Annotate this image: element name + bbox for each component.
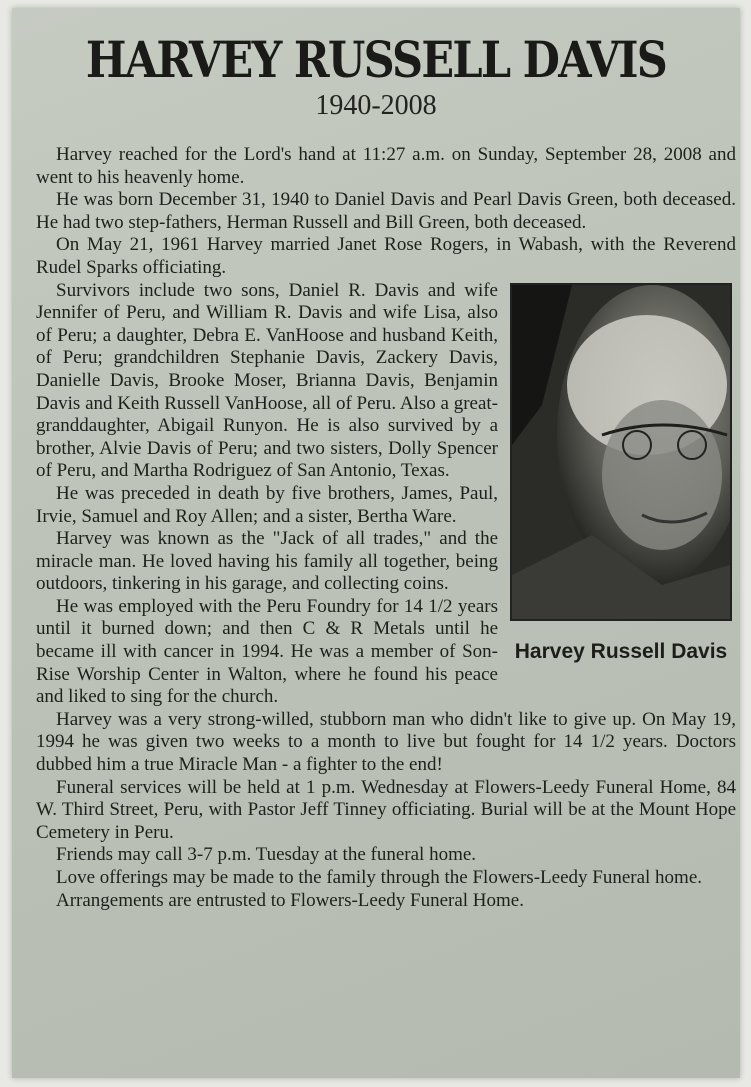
paragraph: Harvey was a very strong-willed, stubborn man who didn't like to give up. On May 19, 1994 he was given two weeks to a month to live but fought for 14 1/2 years. Doctors dubbed him a true Miracle Man - a fighter to the end! (36, 708, 736, 776)
obituary-body (36, 144, 736, 912)
portrait-photo (510, 283, 732, 621)
photo-block (510, 283, 732, 695)
paragraph: He was born December 31, 1940 to Daniel Davis and Pearl Davis Green, both deceased. He had two step-fathers, Herman Russell and Bill Green, both deceased. (36, 189, 736, 233)
paragraph: Harvey was known as the "Jack of all trades," and the miracle man. He loved having his family all together, being outdoors, tinkering in his garage, and collecting coins. (36, 528, 498, 595)
obituary-title: HARVEY RUSSELL DAVIS (85, 30, 667, 89)
paragraph: He was employed with the Peru Foundry for 14 1/2 years until it burned down; and then C & R Metals until he became ill with cancer in 1994. He was a member of Son-Rise Worship Center in Walton, where he found his peace and liked to sing for the church. (36, 595, 498, 708)
paragraph: Arrangements are entrusted to Flowers-Leedy Funeral Home. (56, 889, 524, 911)
portrait-image (512, 285, 730, 619)
paragraph: Love offerings may be made to the family through the Flowers-Leedy Funeral home. (56, 867, 702, 888)
photo-caption: Harvey Russell Davis (514, 639, 728, 663)
paragraph: He was preceded in death by five brothers, James, Paul, Irvie, Samuel and Roy Allen; and a sister, Bertha Ware. (36, 482, 498, 527)
newspaper-clipping (12, 8, 740, 1078)
obituary-years: 1940-2008 (315, 90, 437, 121)
paragraph: On May 21, 1961 Harvey married Janet Rose Rogers, in Wabash, with the Reverend Rudel Sparks officiating. (36, 234, 736, 278)
paragraph: Survivors include two sons, Daniel R. Davis and wife Jennifer of Peru, and William R. Davis and wife Lisa, also of Peru; a daughter, Debra E. VanHoose and husband Keith, of Peru; grandchildren Stephanie Davis, Zackery Davis, Danielle Davis, Brooke Moser, Brianna Davis, Benjamin Davis and Keith Russell VanHoose, all of Peru. Also a great-granddaughter, Abigail Runyon. He is also survived by a brother, Alvie Davis of Peru; and two sisters, Dolly Spencer of Peru, and Martha Rodriguez of San Antonio, Texas. (36, 279, 498, 482)
paragraph: Harvey reached for the Lord's hand at 11:27 a.m. on Sunday, September 28, 2008 and went to his heavenly home. (36, 144, 736, 188)
paragraph: Friends may call 3-7 p.m. Tuesday at the funeral home. (56, 844, 477, 866)
paragraph: Funeral services will be held at 1 p.m. Wednesday at Flowers-Leedy Funeral Home, 84 W. Third Street, Peru, with Pastor Jeff Tinney officiating. Burial will be at the Mount Hope Cemetery in Peru. (36, 776, 736, 843)
